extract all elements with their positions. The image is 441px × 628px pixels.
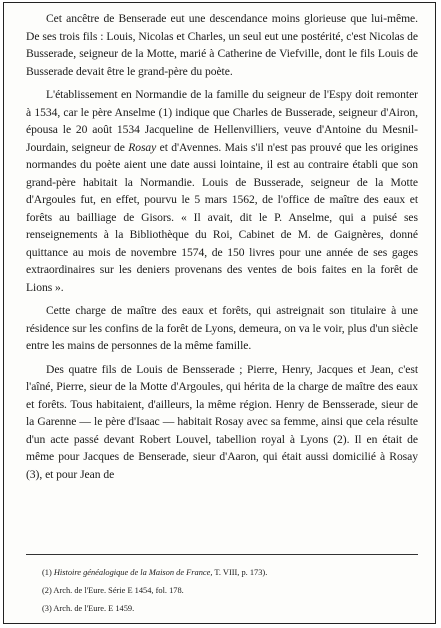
document-page: [3, 2, 436, 624]
footnote-rule: [26, 554, 418, 555]
footnote-3: [42, 600, 422, 618]
paragraph-4: Des quatre fils de Louis de Bensserade ; Pierre, Henry, Jacques et Jean, c'est l'aîné, Pierre, sieur de la Motte d'Argoules, qui hérita de la charge de maître des eaux et forêts. Tous habitaient, d'ailleurs, la même région. Henry de Bensserade, sieur de la Garenne — le père d'Isaac — habitait Rosay avec sa femme, ainsi que cela résulte d'un acte passé devant Robert Louvel, tabellion royal à Lyons (2). Il en était de même pour Jacques de Benserade, sieur d'Aaron, qui était aussi domicilié à Rosay (3), et pour Jean de: [26, 362, 418, 481]
footnote-2-text: Arch. de l'Eure. Série E 1454, fol. 178.: [51, 586, 184, 595]
footnote-1-number: (1): [42, 568, 52, 577]
footnote-1-title: Histoire généalogique de la Maison de France,: [53, 568, 213, 577]
footnote-1: [42, 564, 422, 582]
paragraph-2-part-1: L'établissement en Normandie de la famille du seigneur de l'Espy doit remonter à 1534, car le père Anselme (1) indique que Charles de Busserade, seigneur d'Airon, épousa le 20 août 1534 Jacqueline de Hellenvilliers, veuve d'Antoine du Mesnil-Jourdain, seigneur de: [26, 88, 418, 154]
paragraph-1: Cet ancêtre de Benserade eut une descendance moins glorieuse que lui-même. De ses trois fils : Louis, Nicolas et Charles, un seul eut une postérité, c'est Nicolas de Busserade, seigneur de la Motte, marié à Catherine de Viefville, dont le fils Louis de Busserade devait être le grand-père du poète.: [26, 12, 418, 78]
footnote-3-text: Arch. de l'Eure. E 1459.: [51, 604, 135, 613]
footnote-3-number: (3): [42, 604, 52, 613]
paragraph-2: [26, 86, 418, 296]
paragraph-2-part-2: et d'Avennes. Mais s'il n'est pas prouvé que les origines normandes du poète aient une date aussi lointaine, il est au contraire établi que son grand-père habitait la Normandie. Louis de Busserade, seigneur de la Motte d'Argoules fut, en effet, pourvu le 5 mars 1562, de l'office de maître des eaux et forêts au bailliage de Gisors. « Il avait, dit le P. Anselme, qui a puisé ses renseignements à la Bibliothèque du Roi, Cabinet de M. de Gaignères, donné quittance au mois de novembre 1574, de 150 livres pour une année de ses gages extraordinaires sur les deniers provenans des ventes de bois faites en la forêt de Lions ».: [26, 140, 418, 294]
paragraph-3: Cette charge de maître des eaux et forêts, qui astreignait son titulaire à une résidence sur les confins de la forêt de Lyons, demeura, on va le voir, plus d'un siècle entre les mains de personnes de la même famille.: [26, 304, 418, 352]
footnotes: [42, 564, 422, 618]
footnote-1-text: T. VIII, p. 173).: [212, 568, 268, 577]
footnote-2: [42, 582, 422, 600]
footnote-2-number: (2): [42, 586, 52, 595]
body-text: [26, 10, 418, 489]
paragraph-2-italic: Rosay: [128, 140, 157, 154]
